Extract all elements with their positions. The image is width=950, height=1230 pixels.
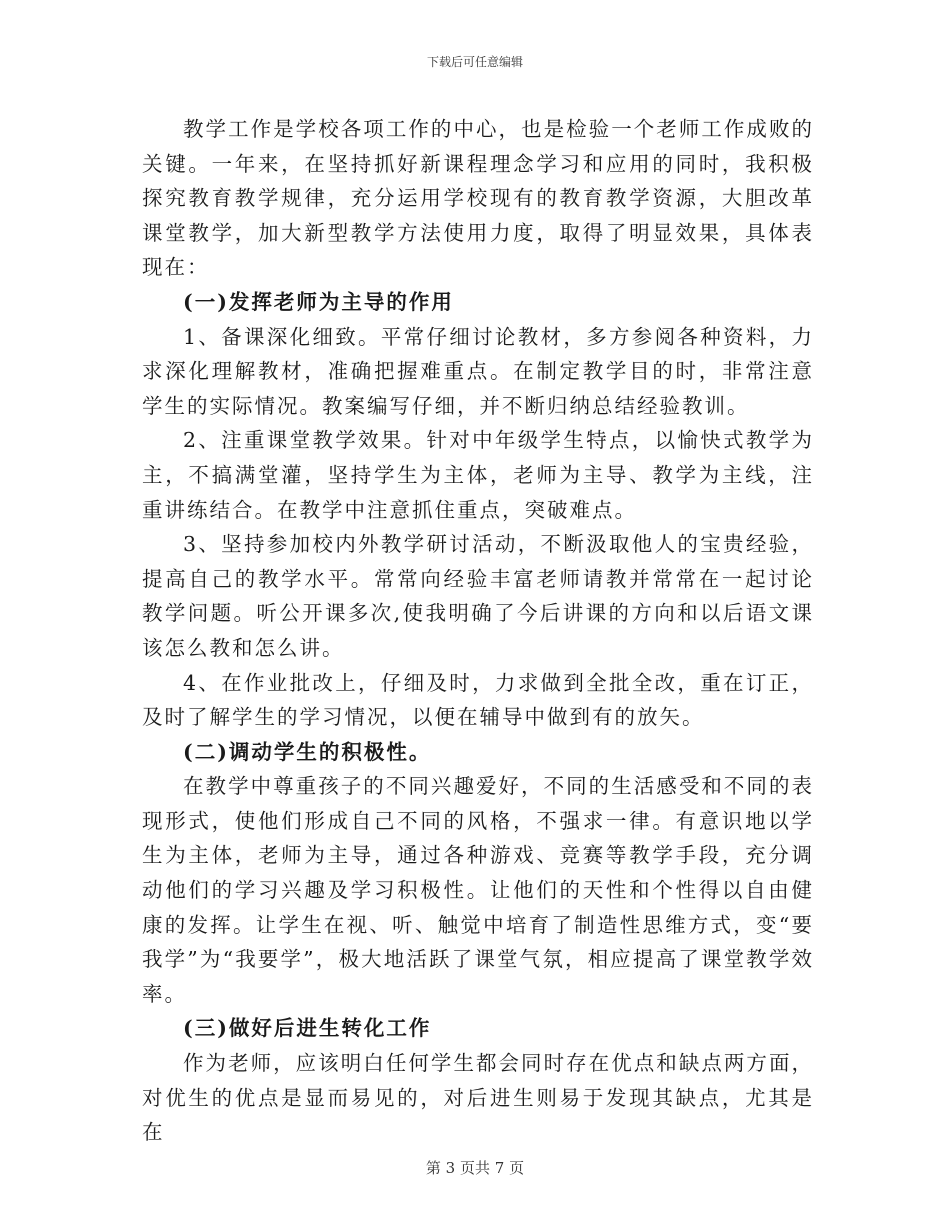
intro-paragraph: 教学工作是学校各项工作的中心，也是检验一个老师工作成败的关键。一年来，在坚持抓好新课程理念学习和应用的同时，我积极探究教育教学规律，充分运用学校现有的教育教学资源，大胆改革课堂教学，加大新型教学方法使用力度，取得了明显效果，具体表现在：	[142, 117, 814, 280]
list-item-3: 3、坚持参加校内外教学研讨活动，不断汲取他人的宝贵经验，提高自己的教学水平。常常向经验丰富老师请教并常常在一起讨论教学问题。听公开课多次,使我明确了今后讲课的方向和以后语文课该怎么教和怎么讲。	[142, 532, 814, 660]
section-heading-3: (三)做好后进生转化工作	[183, 1016, 432, 1041]
section-2-paragraph: 在教学中尊重孩子的不同兴趣爱好，不同的生活感受和不同的表现形式，使他们形成自己不同的风格，不强求一律。有意识地以学生为主体，老师为主导，通过各种游戏、竞赛等教学手段，充分调动他们的学习兴趣及学习积极性。让他们的天性和个性得以自由健康的发挥。让学生在视、听、触觉中培育了制造性思维方式，变“要我学”为“我要学”，极大地活跃了课堂气氛，相应提高了课堂教学效率。	[142, 774, 814, 1006]
page-header: 下载后可任意编辑	[426, 55, 523, 69]
page-footer: 第 3 页共 7 页	[425, 1159, 525, 1177]
list-item-1: 1、备课深化细致。平常仔细讨论教材，多方参阅各种资料，力求深化理解教材，准确把握难重点。在制定教学目的时，非常注意学生的实际情况。教案编写仔细，并不断归纳总结经验教训。	[142, 324, 814, 418]
section-heading-1: (一)发挥老师为主导的作用	[183, 289, 454, 314]
section-3-paragraph: 作为老师，应该明白任何学生都会同时存在优点和缺点两方面，对优生的优点是显而易见的，对后进生则易于发现其缺点，尤其是在	[142, 1051, 814, 1145]
document-body	[142, 112, 814, 1150]
section-heading-2: (二)调动学生的积极性。	[183, 739, 432, 764]
list-item-4: 4、在作业批改上，仔细及时，力求做到全批全改，重在订正，及时了解学生的学习情况，以便在辅导中做到有的放矢。	[142, 670, 814, 730]
list-item-2: 2、注重课堂教学效果。针对中年级学生特点，以愉快式教学为主，不搞满堂灌，坚持学生为主体，老师为主导、教学为主线，注重讲练结合。在教学中注意抓住重点，突破难点。	[142, 428, 814, 522]
